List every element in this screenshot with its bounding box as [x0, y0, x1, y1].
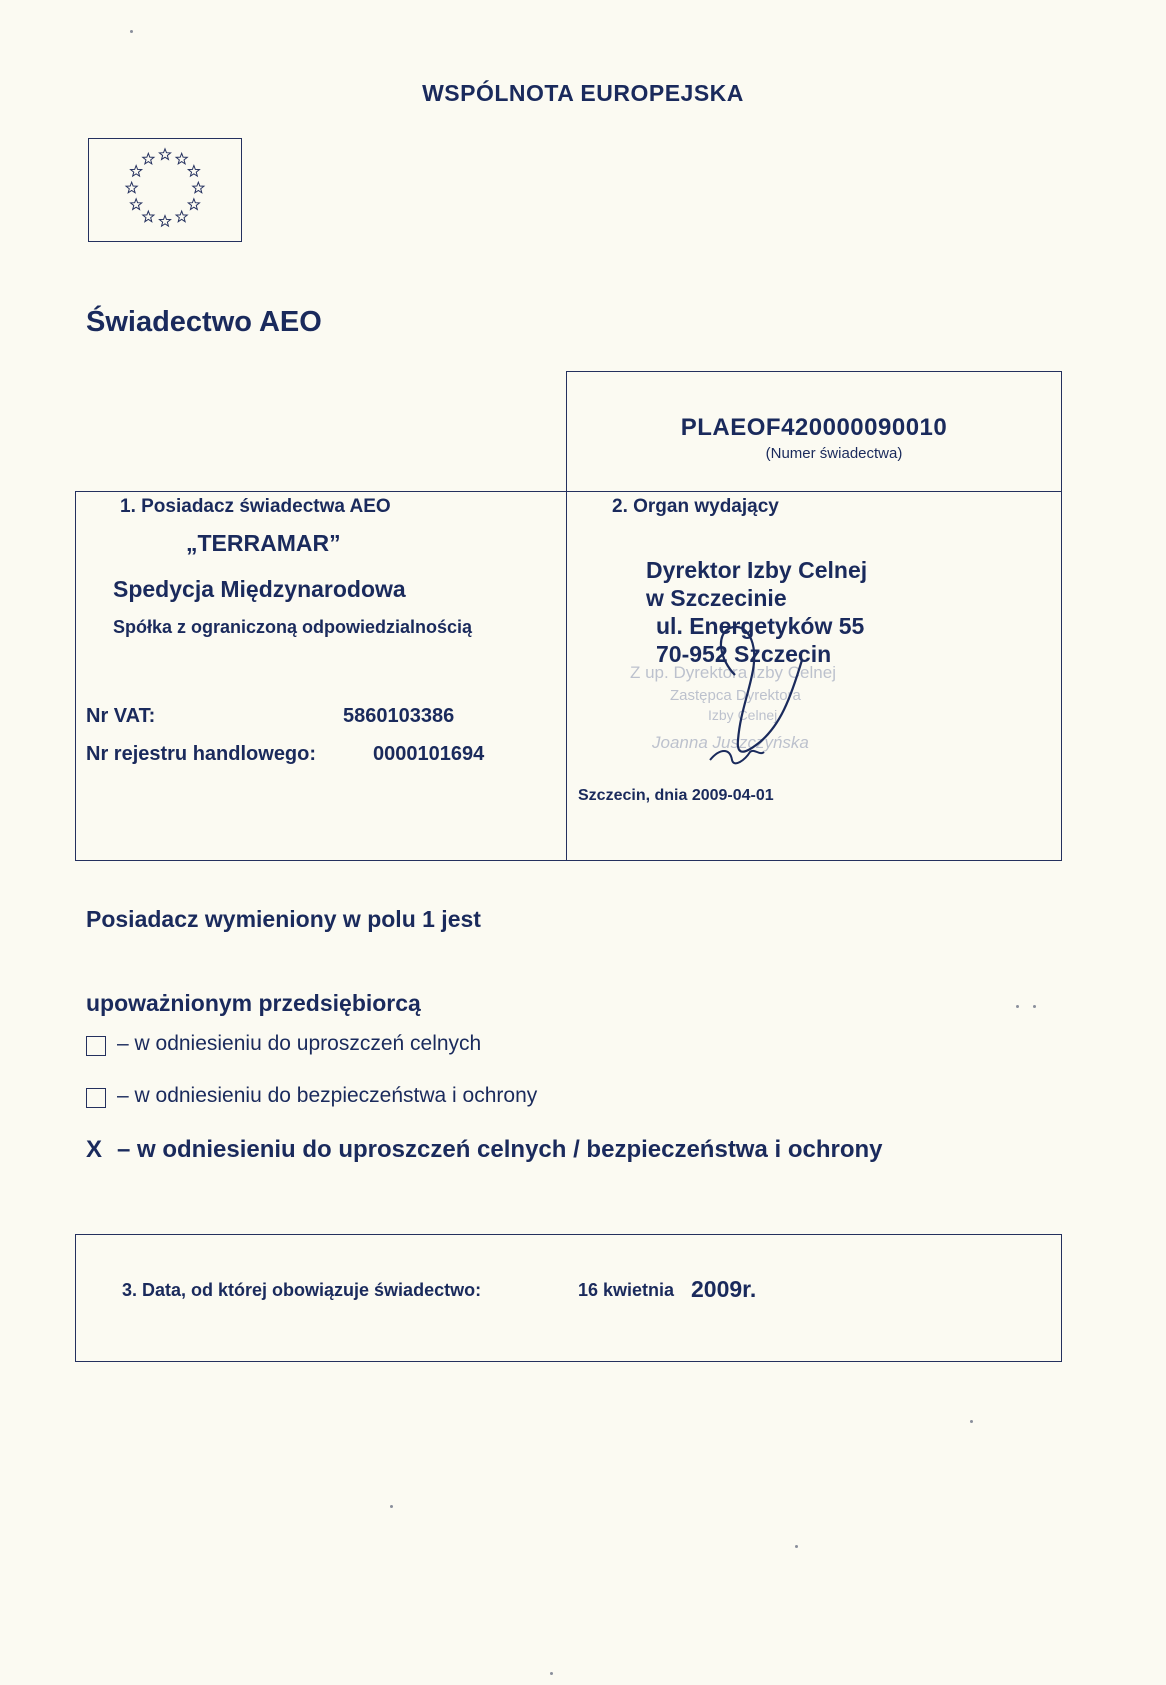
field1-label: 1. Posiadacz świadectwa AEO	[120, 496, 391, 517]
holder-status: upoważnionym przedsiębiorcą	[86, 990, 421, 1016]
eu-star-icon	[126, 182, 137, 193]
register-label: Nr rejestru handlowego:	[86, 743, 317, 765]
place-and-date: Szczecin, dnia 2009-04-01	[578, 787, 774, 804]
handwritten-signature	[690, 620, 820, 780]
option-2-checkbox[interactable]	[86, 1088, 106, 1108]
certificate-title: Świadectwo AEO	[86, 306, 322, 338]
eu-star-icon	[176, 153, 187, 164]
authority-line-1: Dyrektor Izby Celnej	[646, 557, 868, 583]
eu-star-icon	[176, 211, 187, 222]
eu-star-icon	[143, 153, 154, 164]
eu-star-icon	[159, 216, 170, 227]
field2-label: 2. Organ wydający	[612, 496, 779, 517]
stamp-line-1: Z up. Dyrektora Izby Celnej	[630, 663, 836, 682]
authority-line-2: w Szczecinie	[646, 585, 787, 611]
holder-company-line3: Spółka z ograniczoną odpowiedzialnością	[113, 617, 473, 637]
authority-line-3: ul. Energetyków 55	[656, 613, 865, 639]
eu-star-icon	[131, 199, 142, 210]
certificate-number-caption: (Numer świadectwa)	[765, 445, 903, 462]
eu-star-icon	[159, 149, 170, 160]
holder-company-name: „TERRAMAR”	[186, 530, 341, 556]
vat-label: Nr VAT:	[86, 705, 156, 727]
certificate-number: PLAEOF420000090010	[680, 414, 948, 441]
vat-value: 5860103386	[343, 705, 455, 727]
option-1-checkbox[interactable]	[86, 1036, 106, 1056]
option-3-text: – w odniesieniu do uproszczeń celnych / bezpieczeństwa i ochrony	[117, 1136, 883, 1163]
validity-date-year: 2009r.	[691, 1276, 757, 1302]
register-value: 0000101694	[373, 743, 485, 765]
holder-company-line2: Spedycja Międzynarodowa	[113, 576, 406, 602]
eu-star-icon	[193, 182, 204, 193]
eu-stars-circle	[89, 139, 241, 241]
option-1-text: – w odniesieniu do uproszczeń celnych	[117, 1032, 482, 1055]
stamp-line-3: Izby Celnej	[708, 707, 778, 723]
option-3-marker: X	[86, 1136, 103, 1163]
holder-statement-intro: Posiadacz wymieniony w polu 1 jest	[86, 906, 481, 932]
eu-star-icon	[188, 165, 199, 176]
eu-star-icon	[143, 211, 154, 222]
authority-line-4: 70-952 Szczecin	[656, 641, 832, 667]
document-header: WSPÓLNOTA EUROPEJSKA	[422, 80, 744, 106]
option-2-text: – w odniesieniu do bezpieczeństwa i ochrony	[117, 1084, 538, 1107]
field-header-divider	[75, 491, 1062, 492]
stamp-line-2: Zastępca Dyrektora	[670, 687, 801, 704]
eu-flag-icon	[88, 138, 242, 242]
validity-date-prefix: 16 kwietnia	[578, 1280, 675, 1300]
eu-star-icon	[131, 165, 142, 176]
eu-star-icon	[188, 199, 199, 210]
stamp-line-4: Joanna Juszczyńska	[652, 733, 809, 752]
field3-label: 3. Data, od której obowiązuje świadectwo:	[122, 1280, 482, 1300]
